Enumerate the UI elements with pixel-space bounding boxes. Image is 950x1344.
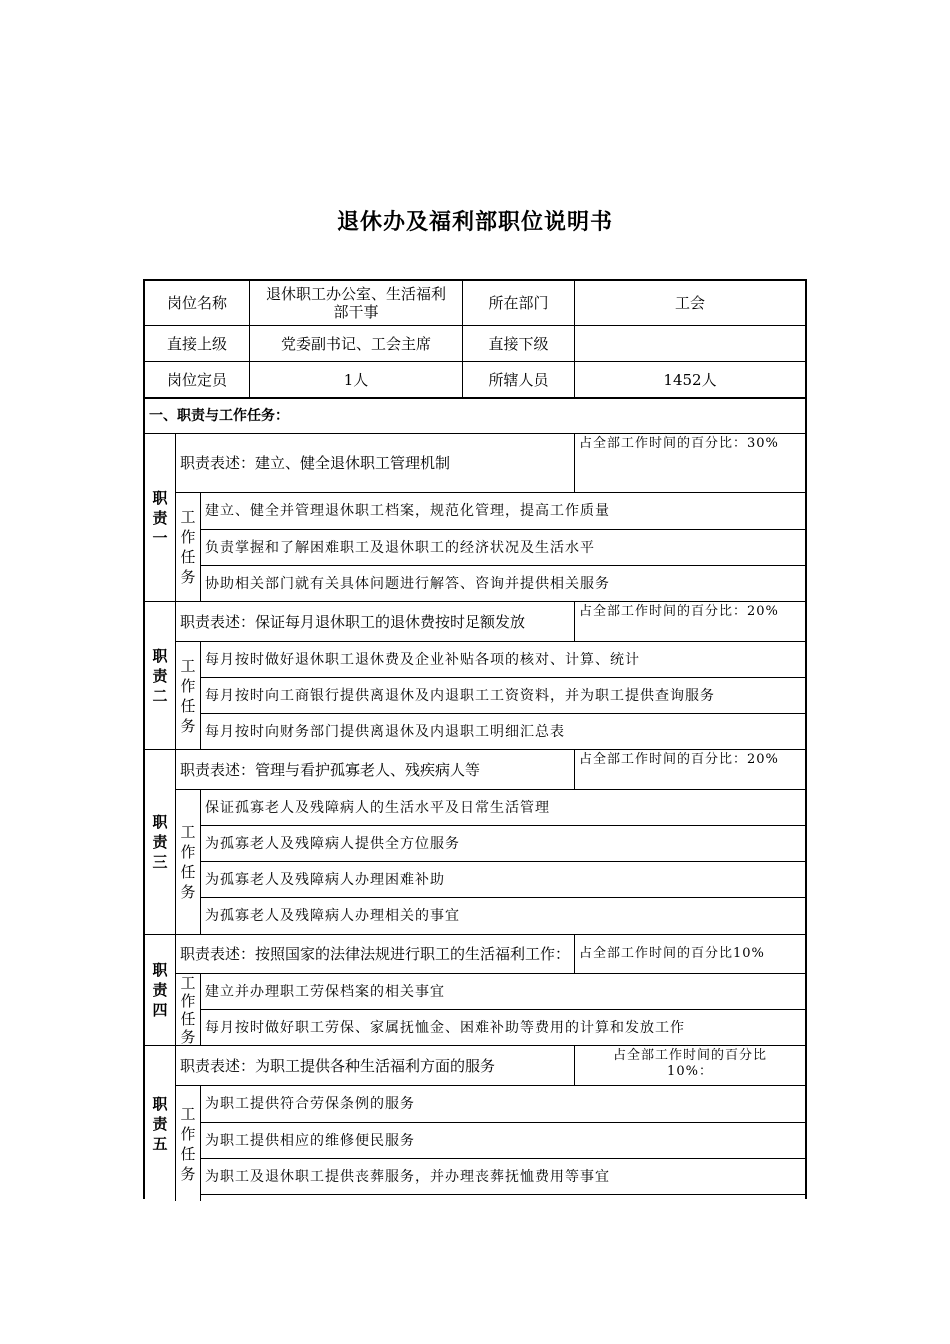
duty-3-task-label: 工 作 任 务: [176, 790, 201, 935]
duty-5-pct: 占全部工作时间的百分比10%：: [575, 1046, 805, 1086]
duty-3-task-1: 保证孤寡老人及残障病人的生活水平及日常生活管理: [201, 790, 805, 826]
duty-1-label: 职 责 一: [145, 434, 176, 602]
duty-3-desc: 职责表述：管理与看护孤寡老人、残疾病人等: [176, 750, 575, 790]
subordinate-value: [575, 326, 805, 362]
section-title: 一、职责与工作任务：: [145, 399, 805, 434]
superior-value: 党委副书记、工会主席: [250, 326, 463, 362]
duty-5-task-label: 工 作 任 务: [176, 1086, 201, 1201]
duty-5-task-1: 为职工提供符合劳保条例的服务: [201, 1086, 805, 1123]
duty-3-task-2: 为孤寡老人及残障病人提供全方位服务: [201, 826, 805, 862]
duty-1-task-label: 工 作 任 务: [176, 493, 201, 602]
dept-label: 所在部门: [463, 281, 575, 326]
duty-3-task-3: 为孤寡老人及残障病人办理困难补助: [201, 862, 805, 898]
headcount-value: 1人: [250, 362, 463, 399]
staff-value: 1452人: [575, 362, 805, 399]
duty-4-task-1: 建立并办理职工劳保档案的相关事宜: [201, 974, 805, 1010]
duty-4-task-label: 工 作 任 务: [176, 974, 201, 1046]
duty-3-task-4: 为孤寡老人及残障病人办理相关的事宜: [201, 898, 805, 935]
duty-1-task-3: 协助相关部门就有关具体问题进行解答、咨询并提供相关服务: [201, 566, 805, 602]
duty-1-desc: 职责表述：建立、健全退休职工管理机制: [176, 434, 575, 493]
position-value: 退休职工办公室、生活福利部干事: [250, 281, 463, 326]
duty-2-task-3: 每月按时向财务部门提供离退休及内退职工明细汇总表: [201, 714, 805, 750]
duty-4-desc: 职责表述：按照国家的法律法规进行职工的生活福利工作：: [176, 935, 575, 974]
staff-label: 所辖人员: [463, 362, 575, 399]
duty-2-task-1: 每月按时做好退休职工退休费及企业补贴各项的核对、计算、统计: [201, 642, 805, 678]
duty-2-task-label: 工 作 任 务: [176, 642, 201, 750]
duty-1-task-2: 负责掌握和了解困难职工及退休职工的经济状况及生活水平: [201, 530, 805, 566]
job-description-table: [143, 279, 807, 1199]
headcount-label: 岗位定员: [145, 362, 250, 399]
duty-5-label: 职 责 五: [145, 1046, 176, 1201]
superior-label: 直接上级: [145, 326, 250, 362]
duty-3-pct: 占全部工作时间的百分比：20%: [575, 750, 805, 790]
duty-2-desc: 职责表述：保证每月退休职工的退休费按时足额发放: [176, 602, 575, 642]
duty-4-pct: 占全部工作时间的百分比10%: [575, 935, 805, 974]
duty-4-task-2: 每月按时做好职工劳保、家属抚恤金、困难补助等费用的计算和发放工作: [201, 1010, 805, 1046]
position-label: 岗位名称: [145, 281, 250, 326]
duty-2-pct: 占全部工作时间的百分比：20%: [575, 602, 805, 642]
subordinate-label: 直接下级: [463, 326, 575, 362]
duty-5-task-3: 为职工及退休职工提供丧葬服务，并办理丧葬抚恤费用等事宜: [201, 1159, 805, 1195]
page-title: 退休办及福利部职位说明书: [336, 210, 613, 235]
duty-3-label: 职 责 三: [145, 750, 176, 935]
duty-1-pct: 占全部工作时间的百分比：30%: [575, 434, 805, 493]
duty-2-task-2: 每月按时向工商银行提供离退休及内退职工工资资料，并为职工提供查询服务: [201, 678, 805, 714]
duty-1-task-1: 建立、健全并管理退休职工档案，规范化管理，提高工作质量: [201, 493, 805, 530]
duty-4-label: 职 责 四: [145, 935, 176, 1046]
duty-5-desc: 职责表述：为职工提供各种生活福利方面的服务: [176, 1046, 575, 1086]
dept-value: 工会: [575, 281, 805, 326]
duty-2-label: 职 责 二: [145, 602, 176, 750]
duty-5-task-2: 为职工提供相应的维修便民服务: [201, 1123, 805, 1159]
